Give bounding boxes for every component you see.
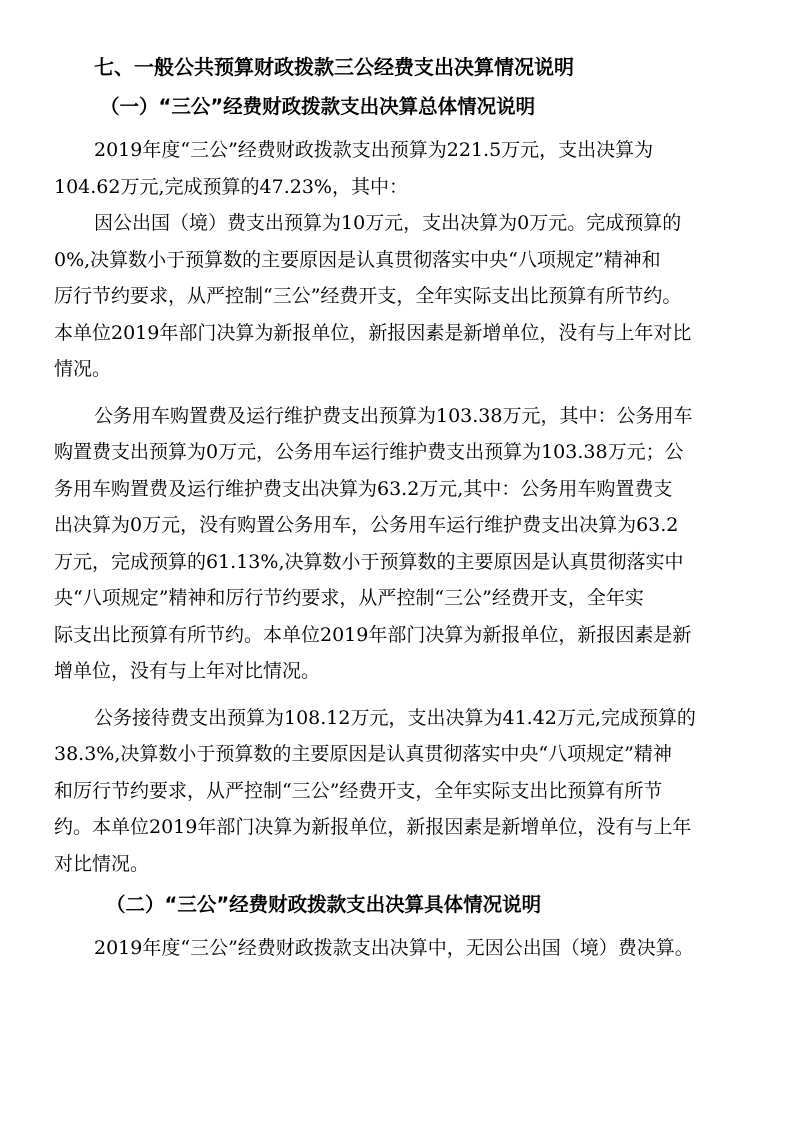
text-line: 104.62万元,完成预算的47.23%，其中： [54, 175, 408, 198]
text-line: 和厉行节约要求，从严控制“三公”经费开支，全年实际支出比预算有所节 [54, 779, 663, 802]
text-line: 因公出国（境）费支出预算为10万元，支出决算为0万元。完成预算的 [94, 212, 682, 234]
text-line: 出决算为0万元，没有购置公务用车，公务用车运行维护费支出决算为63.2 [54, 514, 679, 536]
section1-paragraph-2 [54, 205, 754, 388]
section1-paragraph-1 [54, 132, 754, 205]
text-line: 约。本单位2019年部门决算为新报单位，新报因素是新增单位，没有与上年 [54, 816, 692, 838]
text-line: 情况。 [54, 358, 112, 380]
text-line: 万元，完成预算的61.13%,决算数小于预算数的主要原因是认真贯彻落实中 [54, 550, 684, 573]
text-line: 公务接待费支出预算为108.12万元，支出决算为41.42万元,完成预算的 [94, 706, 696, 729]
page-title: 七、一般公共预算财政拨款三公经费支出决算情况说明 [94, 55, 574, 79]
text-line: 2019年度“三公”经费财政拨款支出决算中，无因公出国（境）费决算。 [94, 937, 694, 959]
text-line: 际支出比预算有所节约。本单位2019年部门决算为新报单位，新报因素是新 [54, 623, 692, 646]
section1-heading: （一）“三公”经费财政拨款支出决算总体情况说明 [100, 95, 536, 118]
text-line: 公务用车购置费及运行维护费支出预算为103.38万元，其中：公务用车 [94, 404, 693, 427]
text-line: 央“八项规定”精神和厉行节约要求，从严控制“三公”经费开支，全年实 [54, 587, 644, 609]
section2-paragraph-1 [94, 930, 754, 967]
text-line: 本单位2019年部门决算为新报单位，新报因素是新增单位，没有与上年对比 [54, 321, 692, 344]
text-line: 厉行节约要求，从严控制“三公”经费开支，全年实际支出比预算有所节约。 [54, 285, 682, 307]
section2-heading: （二）“三公”经费财政拨款支出决算具体情况说明 [106, 893, 542, 916]
text-line: 增单位，没有与上年对比情况。 [54, 660, 321, 682]
text-line: 购置费支出预算为0万元，公务用车运行维护费支出预算为103.38万元；公 [54, 441, 684, 463]
text-line: 务用车购置费及运行维护费支出决算为63.2万元,其中：公务用车购置费支 [54, 477, 673, 500]
document-content [54, 52, 754, 967]
section1-paragraph-3 [54, 398, 754, 690]
section1-paragraph-4 [54, 700, 754, 883]
text-line: 对比情况。 [54, 852, 150, 875]
text-line: 0%,决算数小于预算数的主要原因是认真贯彻落实中央“八项规定”精神和 [54, 248, 661, 271]
text-line: 2019年度“三公”经费财政拨款支出预算为221.5万元，支出决算为 [94, 139, 654, 161]
text-line: 38.3%,决算数小于预算数的主要原因是认真贯彻落实中央“八项规定”精神 [54, 743, 672, 765]
